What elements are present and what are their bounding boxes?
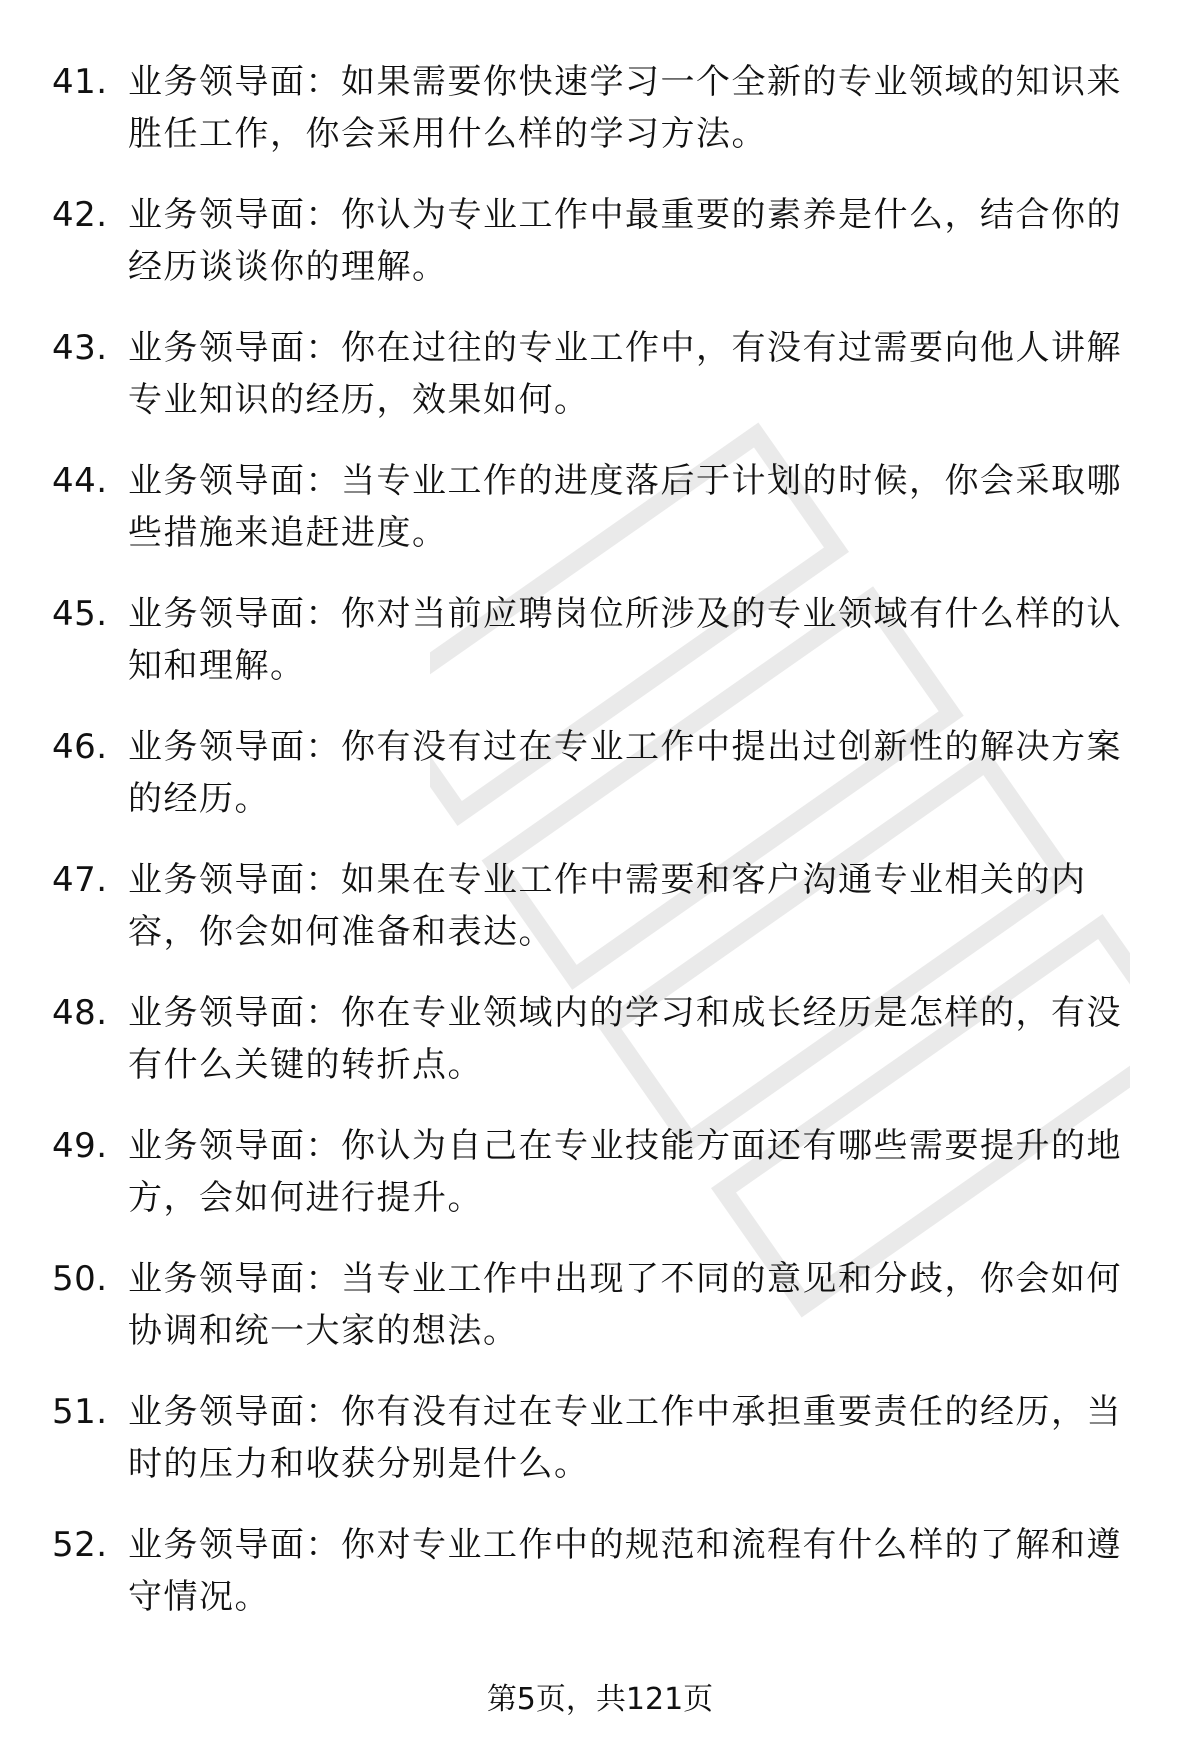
question-number: 49.	[52, 1126, 108, 1166]
list-item	[0, 1515, 1200, 1648]
question-number: 44.	[52, 461, 108, 501]
question-text: 业务领导面：你对当前应聘岗位所涉及的专业领域有什么样的认知和理解。	[128, 594, 1122, 686]
question-number: 50.	[52, 1259, 108, 1299]
list-item	[0, 584, 1200, 717]
question-text: 业务领导面：你认为自己在专业技能方面还有哪些需要提升的地方，会如何进行提升。	[128, 1126, 1122, 1218]
question-text: 业务领导面：你有没有过在专业工作中承担重要责任的经历，当时的压力和收获分别是什么。	[128, 1392, 1122, 1484]
question-number: 46.	[52, 727, 108, 767]
list-item	[0, 451, 1200, 584]
question-number: 41.	[52, 62, 108, 102]
question-number: 51.	[52, 1392, 108, 1432]
question-text: 业务领导面：你对专业工作中的规范和流程有什么样的了解和遵守情况。	[128, 1525, 1122, 1617]
list-item	[0, 850, 1200, 983]
question-number: 42.	[52, 195, 108, 235]
question-number: 47.	[52, 860, 108, 900]
question-number: 48.	[52, 993, 108, 1033]
question-text: 业务领导面：当专业工作中出现了不同的意见和分歧，你会如何协调和统一大家的想法。	[128, 1259, 1122, 1351]
list-item	[0, 717, 1200, 850]
list-item	[0, 1249, 1200, 1382]
question-number: 52.	[52, 1525, 108, 1565]
list-item	[0, 1382, 1200, 1515]
list-item	[0, 52, 1200, 185]
list-item	[0, 185, 1200, 318]
question-number: 43.	[52, 328, 108, 368]
list-item	[0, 983, 1200, 1116]
question-number: 45.	[52, 594, 108, 634]
question-text: 业务领导面：你在过往的专业工作中，有没有过需要向他人讲解专业知识的经历，效果如何。	[128, 328, 1122, 420]
question-text: 业务领导面：你有没有过在专业工作中提出过创新性的解决方案的经历。	[128, 727, 1122, 819]
question-text: 业务领导面：当专业工作的进度落后于计划的时候，你会采取哪些措施来追赶进度。	[128, 461, 1122, 553]
list-item	[0, 318, 1200, 451]
question-text: 业务领导面：你认为专业工作中最重要的素养是什么，结合你的经历谈谈你的理解。	[128, 195, 1122, 287]
list-item	[0, 1116, 1200, 1249]
page-footer: 第5页，共121页	[486, 1682, 714, 1717]
question-text: 业务领导面：如果需要你快速学习一个全新的专业领域的知识来胜任工作，你会采用什么样的学习方法。	[128, 62, 1122, 154]
question-text: 业务领导面：如果在专业工作中需要和客户沟通专业相关的内容，你会如何准备和表达。	[128, 860, 1087, 952]
question-text: 业务领导面：你在专业领域内的学习和成长经历是怎样的，有没有什么关键的转折点。	[128, 993, 1122, 1085]
question-list	[0, 52, 1200, 1648]
